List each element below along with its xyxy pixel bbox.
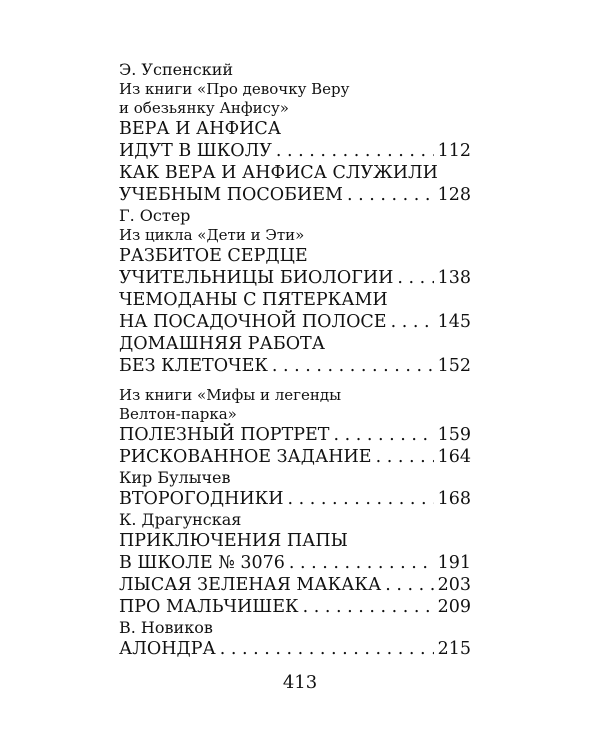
dot-leader: [391, 311, 434, 333]
toc-entry[interactable]: [119, 638, 471, 660]
dot-leader: [289, 552, 434, 574]
entry-page-number: 112: [437, 141, 471, 161]
entry-title-line: НА ПОСАДОЧНОЙ ПОЛОСЕ: [119, 312, 387, 332]
entry-last-line: [119, 596, 471, 618]
toc-entry[interactable]: [119, 118, 471, 162]
entry-last-line: [119, 574, 471, 596]
entry-title-line: ВЕРА И АНФИСА: [119, 119, 281, 139]
toc-entry[interactable]: [119, 596, 471, 618]
entry-title-line: БЕЗ КЛЕТОЧЕК: [119, 356, 268, 376]
entry-title-line: ПРО МАЛЬЧИШЕК: [119, 597, 299, 617]
entry-last-line: [119, 488, 471, 510]
entry-page-number: 215: [437, 639, 471, 659]
entry-page-number: 128: [437, 185, 471, 205]
entry-page-number: 168: [437, 489, 471, 509]
dot-leader: [347, 184, 434, 206]
entry-last-line: [119, 140, 471, 162]
toc-section: [119, 206, 471, 377]
source-line: Велтон-парка»: [119, 405, 237, 423]
source-line: Из книги «Про девочку Веру: [119, 80, 350, 98]
entry-title-line: ВТОРОГОДНИКИ: [119, 489, 284, 509]
entry-page-number: 145: [437, 312, 471, 332]
entry-title-line: КАК ВЕРА И АНФИСА СЛУЖИЛИ: [119, 163, 438, 183]
entry-title-line: ПОЛЕЗНЫЙ ПОРТРЕТ: [119, 425, 330, 445]
entry-last-line: [119, 552, 471, 574]
toc-entry[interactable]: [119, 574, 471, 596]
entry-title-line: ПРИКЛЮЧЕНИЯ ПАПЫ: [119, 531, 348, 551]
toc-entry[interactable]: [119, 162, 471, 206]
author-name: Э. Успенский: [119, 60, 234, 79]
entry-title-line: ДОМАШНЯЯ РАБОТА: [119, 334, 325, 354]
entry-last-line: [119, 311, 471, 333]
dot-leader: [272, 355, 434, 377]
dot-leader: [397, 267, 433, 289]
entry-title-line: ЛЫСАЯ ЗЕЛЕНАЯ МАКАКА: [119, 575, 382, 595]
source-line: Из книги «Мифы и легенды: [119, 386, 342, 404]
toc-section: [119, 510, 471, 618]
table-of-contents: [119, 60, 471, 660]
entry-title-line: ЧЕМОДАНЫ С ПЯТЕРКАМИ: [119, 290, 388, 310]
author-name: Кир Булычев: [119, 468, 231, 487]
dot-leader: [385, 574, 433, 596]
toc-section: [119, 468, 471, 510]
toc-section: [119, 60, 471, 206]
dot-leader: [288, 488, 434, 510]
toc-entry[interactable]: [119, 488, 471, 510]
toc-entry[interactable]: [119, 333, 471, 377]
entry-last-line: [119, 267, 471, 289]
toc-entry[interactable]: [119, 424, 471, 446]
dot-leader: [276, 140, 434, 162]
source-line: Из цикла «Дети и Эти»: [119, 226, 305, 244]
toc-entry[interactable]: [119, 530, 471, 574]
entry-page-number: 191: [437, 553, 471, 573]
dot-leader: [220, 638, 434, 660]
entry-last-line: [119, 638, 471, 660]
toc-entry[interactable]: [119, 446, 471, 468]
entry-page-number: 152: [437, 356, 471, 376]
entry-last-line: [119, 424, 471, 446]
toc-entry[interactable]: [119, 289, 471, 333]
entry-page-number: 159: [437, 425, 471, 445]
entry-title-line: УЧЕБНЫМ ПОСОБИЕМ: [119, 185, 343, 205]
toc-section: [119, 386, 471, 468]
entry-page-number: 164: [437, 447, 471, 467]
entry-page-number: 209: [437, 597, 471, 617]
author-name: В. Новиков: [119, 618, 213, 637]
entry-page-number: 138: [437, 268, 471, 288]
page-number-footer: 413: [282, 672, 318, 693]
entry-title-line: РИСКОВАННОЕ ЗАДАНИЕ: [119, 447, 372, 467]
author-name: К. Драгунская: [119, 510, 242, 529]
dot-leader: [303, 596, 434, 618]
entry-page-number: 203: [437, 575, 471, 595]
entry-last-line: [119, 184, 471, 206]
dot-leader: [376, 446, 434, 468]
entry-title-line: В ШКОЛЕ № 3076: [119, 553, 285, 573]
entry-title-line: АЛОНДРА: [119, 639, 216, 659]
source-line: и обезьянку Анфису»: [119, 99, 289, 117]
entry-title-line: УЧИТЕЛЬНИЦЫ БИОЛОГИИ: [119, 268, 394, 288]
toc-entry[interactable]: [119, 245, 471, 289]
entry-title-line: РАЗБИТОЕ СЕРДЦЕ: [119, 246, 308, 266]
entry-title-line: ИДУТ В ШКОЛУ: [119, 141, 272, 161]
dot-leader: [333, 424, 433, 446]
author-name: Г. Остер: [119, 206, 191, 225]
entry-last-line: [119, 446, 471, 468]
toc-section: [119, 618, 471, 660]
entry-last-line: [119, 355, 471, 377]
